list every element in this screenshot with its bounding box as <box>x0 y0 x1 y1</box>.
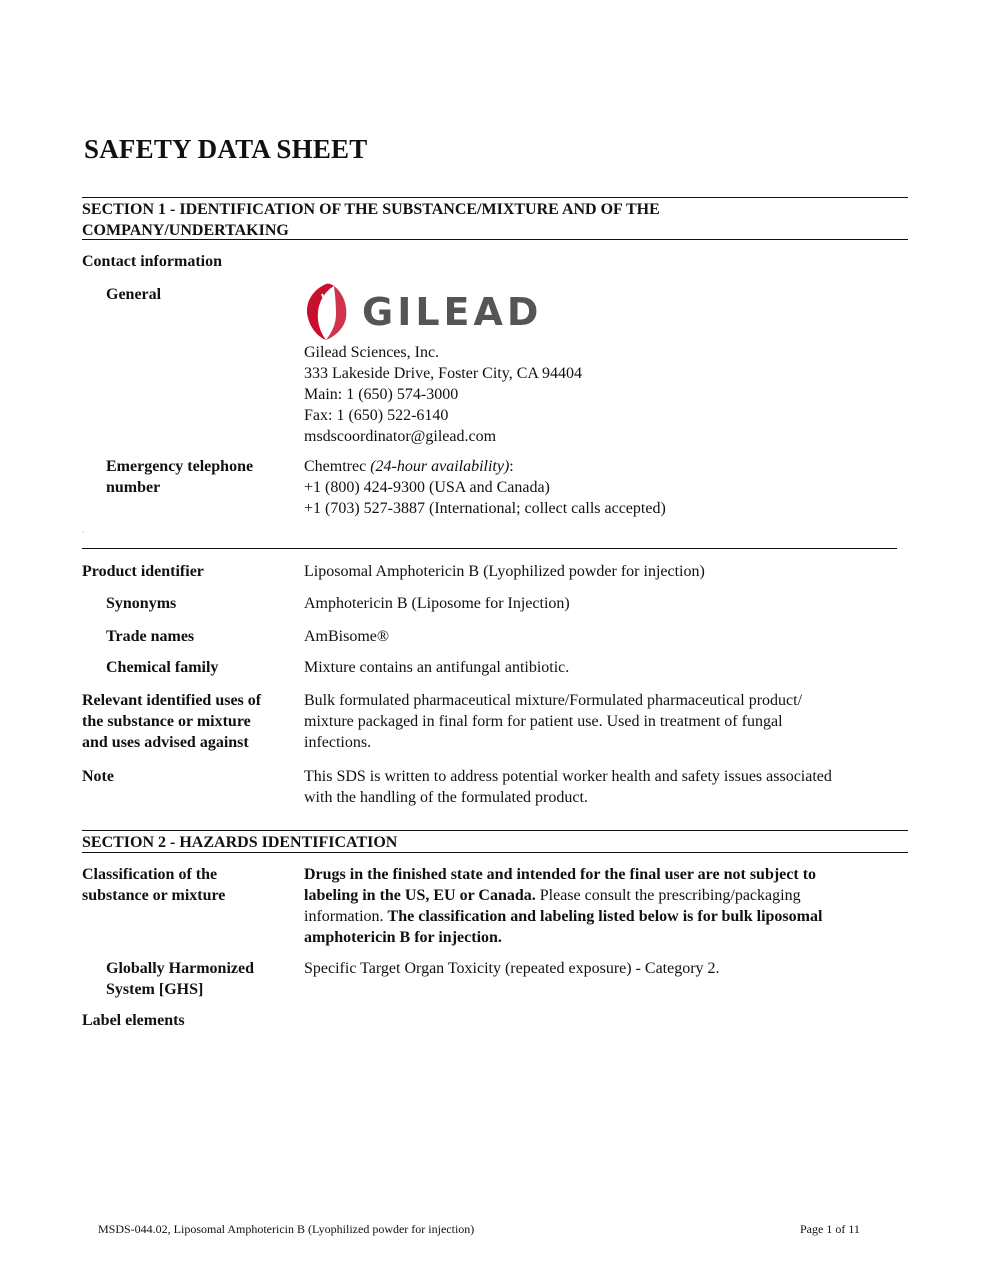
section1-heading <box>82 199 660 241</box>
footer-document-id: MSDS-044.02, Liposomal Amphotericin B (Lyophilized powder for injection) <box>98 1222 475 1236</box>
chemical-family-value: Mixture contains an antifungal antibiotic. <box>304 659 570 676</box>
synonyms-value: Amphotericin B (Liposome for Injection) <box>304 595 570 612</box>
relevant-uses-value: Bulk formulated pharmaceutical mixture/Formulated pharmaceutical product/ mixture packaged in final form for patient use. Used in treatment of fungal infections. <box>304 692 803 751</box>
emergency-phone-international: +1 (703) 527-3887 (International; collect calls accepted) <box>304 500 666 517</box>
general-label: General <box>106 286 162 303</box>
section1-top-rule <box>82 197 908 198</box>
gilead-logo <box>304 282 543 342</box>
company-main-phone: Main: 1 (650) 574-3000 <box>304 386 459 403</box>
stray-mark: · <box>82 528 85 537</box>
ghs-value: Specific Target Organ Toxicity (repeated exposure) - Category 2. <box>304 960 720 977</box>
emergency-telephone-label: Emergency telephone number <box>106 458 254 496</box>
ghs-label: Globally Harmonized System [GHS] <box>106 960 254 998</box>
company-email: msdscoordinator@gilead.com <box>304 428 497 445</box>
section2-top-rule <box>82 830 908 831</box>
section1-heading-line1: SECTION 1 - IDENTIFICATION OF THE SUBSTANCE/MIXTURE AND OF THE <box>82 201 660 218</box>
company-fax: Fax: 1 (650) 522-6140 <box>304 407 449 424</box>
synonyms-label: Synonyms <box>106 595 177 612</box>
classification-label: Classification of the substance or mixture <box>82 866 226 904</box>
product-identifier-value: Liposomal Amphotericin B (Lyophilized powder for injection) <box>304 563 705 580</box>
relevant-uses-label: Relevant identified uses of the substance or mixture and uses advised against <box>82 692 262 751</box>
product-identifier-label: Product identifier <box>82 563 204 580</box>
gilead-logo-text: GILEAD <box>362 290 543 334</box>
trade-names-label: Trade names <box>106 628 195 645</box>
classification-value: Drugs in the finished state and intended for the final user are not subject to labeling in the US, EU or Canada. Please consult the prescribing/packaging information. The classification and labeling listed below is for bulk liposomal amphotericin B for injection. <box>304 866 823 946</box>
section2-bottom-rule <box>82 852 908 853</box>
company-contact-block <box>304 342 582 447</box>
chemical-family-label: Chemical family <box>106 659 219 676</box>
section1-heading-line2: COMPANY/UNDERTAKING <box>82 222 289 239</box>
note-label: Note <box>82 768 114 785</box>
contact-information-label: Contact information <box>82 253 222 270</box>
document-title: SAFETY DATA SHEET <box>84 134 368 164</box>
section2-heading: SECTION 2 - HAZARDS IDENTIFICATION <box>82 834 398 851</box>
label-elements-label: Label elements <box>82 1012 185 1029</box>
company-name: Gilead Sciences, Inc. <box>304 344 440 361</box>
emergency-telephone-value <box>304 456 666 519</box>
emergency-provider: Chemtrec (24-hour availability): <box>304 458 514 475</box>
company-address: 333 Lakeside Drive, Foster City, CA 94404 <box>304 365 583 382</box>
section1-bottom-rule <box>82 239 908 240</box>
footer-page-number: Page 1 of 11 <box>800 1222 860 1236</box>
emergency-phone-usa: +1 (800) 424-9300 (USA and Canada) <box>304 479 550 496</box>
section1-divider-rule <box>82 548 897 549</box>
note-value: This SDS is written to address potential worker health and safety issues associated with the handling of the formulated product. <box>304 768 832 806</box>
trade-names-value: AmBisome® <box>304 628 390 645</box>
